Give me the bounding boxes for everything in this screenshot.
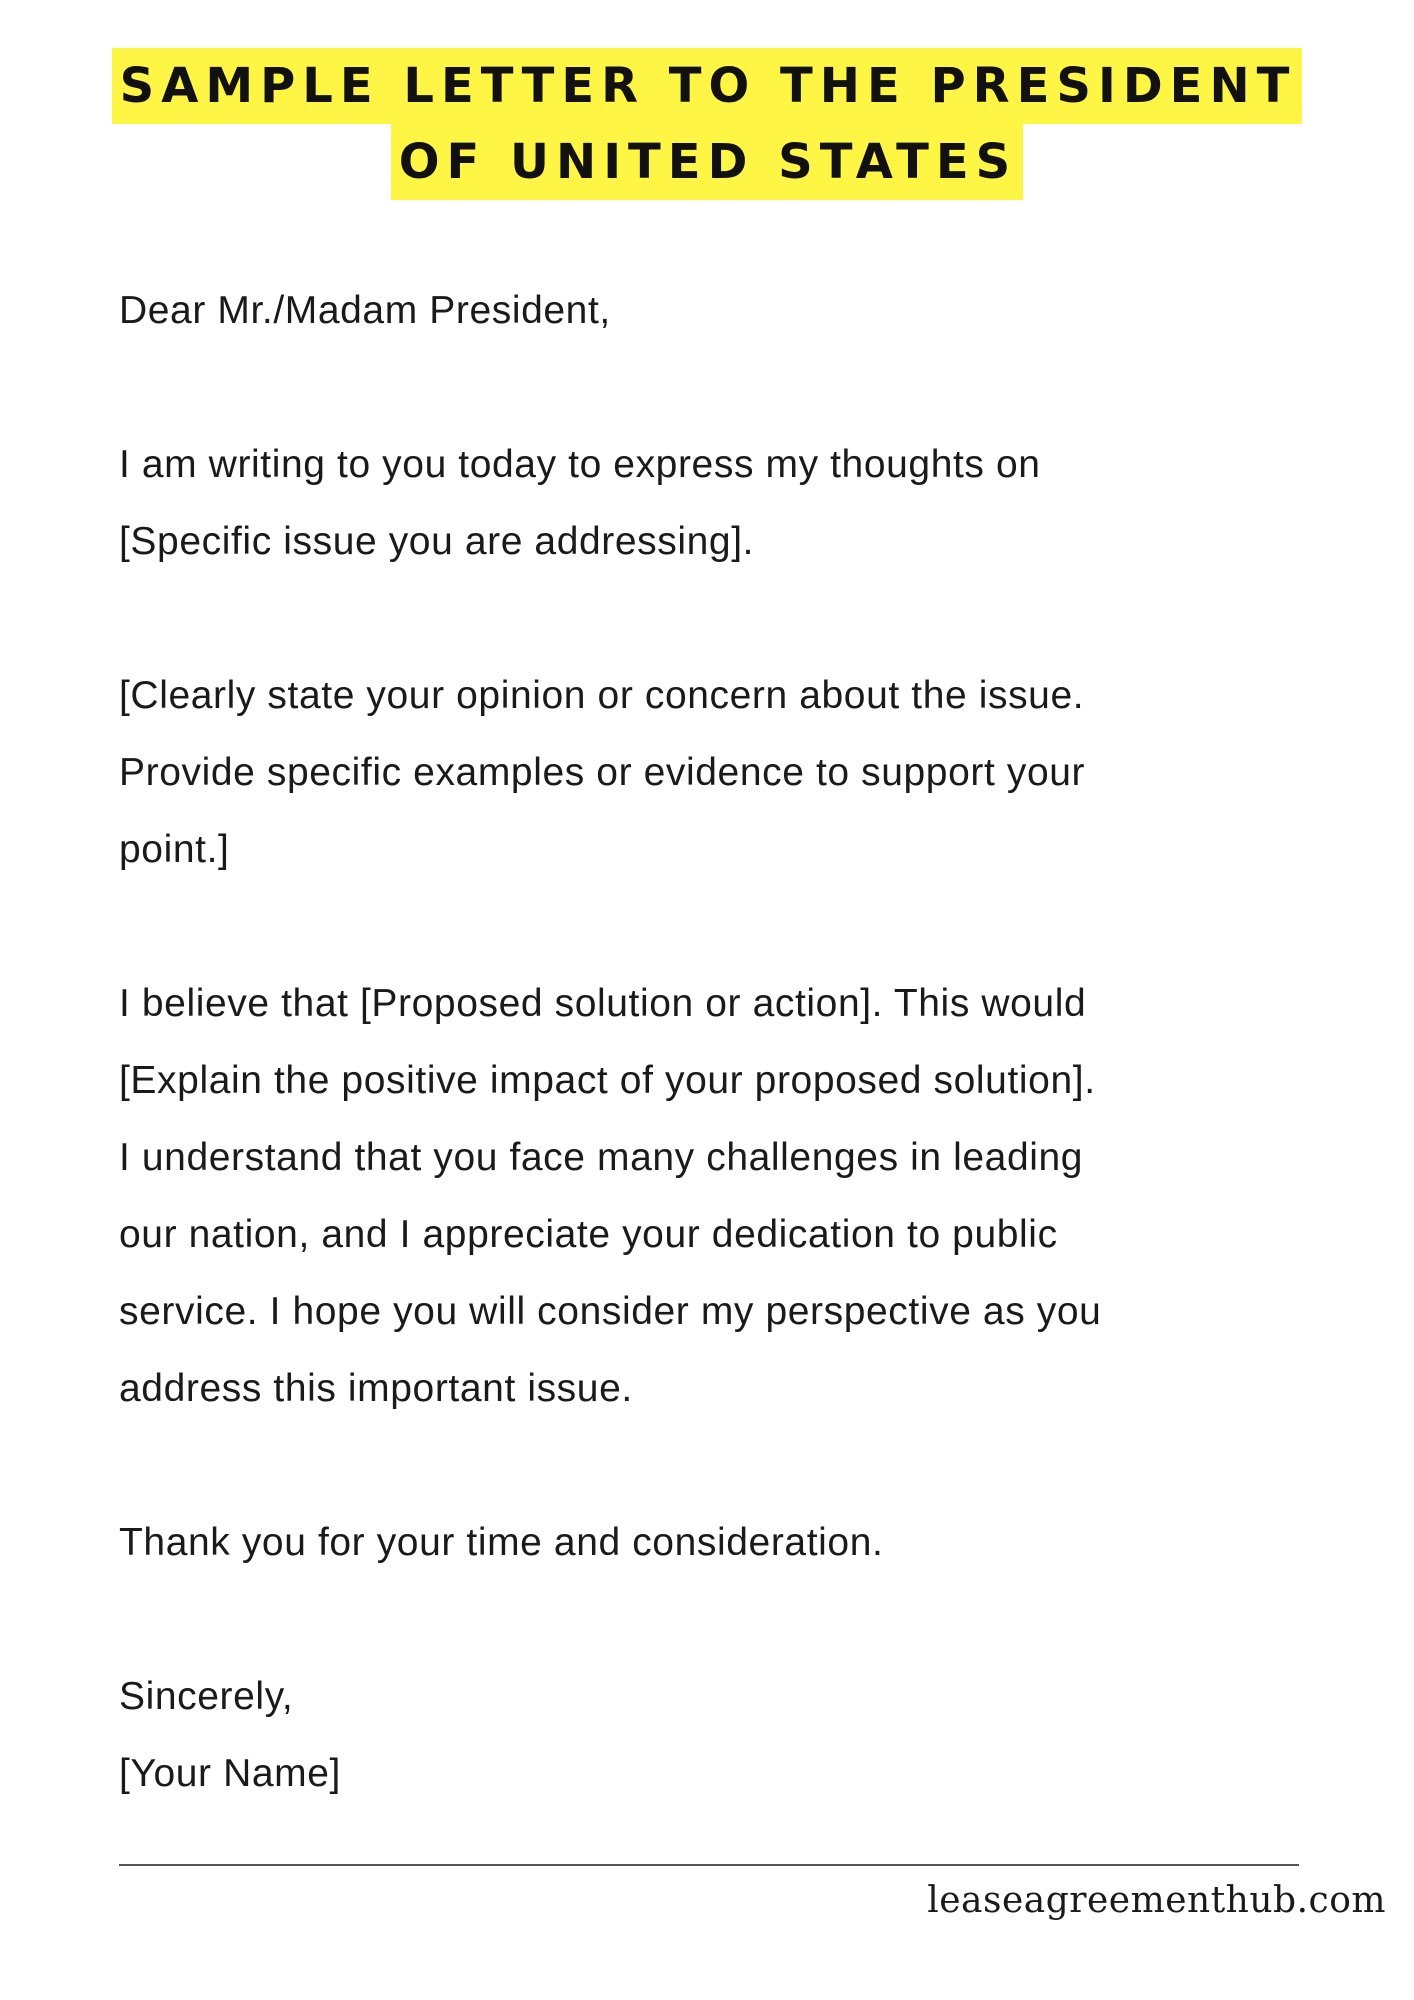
- title-line-2: OF UNITED STATES: [391, 124, 1024, 200]
- paragraph-intro: [119, 426, 1349, 580]
- paragraph-line: service. I hope you will consider my perspective as you: [119, 1290, 1102, 1333]
- paragraph-line: our nation, and I appreciate your dedication to public: [119, 1213, 1058, 1256]
- title-line-1: SAMPLE LETTER TO THE PRESIDENT: [112, 48, 1303, 124]
- paragraph-solution: [119, 965, 1349, 1427]
- paragraph-line: address this important issue.: [119, 1367, 633, 1410]
- thanks-line: Thank you for your time and consideration.: [119, 1521, 884, 1564]
- paragraph-line: I understand that you face many challenges in leading: [119, 1136, 1084, 1179]
- paragraph-line: [Clearly state your opinion or concern about the issue.: [119, 674, 1085, 717]
- footer-divider: [119, 1864, 1299, 1866]
- paragraph-line: Provide specific examples or evidence to support your: [119, 751, 1086, 794]
- paragraph-line: [Explain the positive impact of your proposed solution].: [119, 1059, 1096, 1102]
- salutation: Dear Mr./Madam President,: [119, 289, 611, 332]
- signature-placeholder: [Your Name]: [119, 1752, 341, 1795]
- paragraph-line: I believe that [Proposed solution or action]. This would: [119, 982, 1087, 1025]
- paragraph-line: point.]: [119, 828, 230, 871]
- closing: Sincerely,: [119, 1675, 294, 1718]
- letter-body: [119, 272, 1349, 1812]
- letter-title: [0, 48, 1414, 200]
- footer-site: leaseagreementhub.com: [927, 1880, 1386, 1921]
- closing-block: [119, 1658, 1349, 1812]
- paragraph-line: I am writing to you today to express my thoughts on: [119, 443, 1041, 486]
- paragraph-opinion: [119, 657, 1349, 888]
- paragraph-line: [Specific issue you are addressing].: [119, 520, 755, 563]
